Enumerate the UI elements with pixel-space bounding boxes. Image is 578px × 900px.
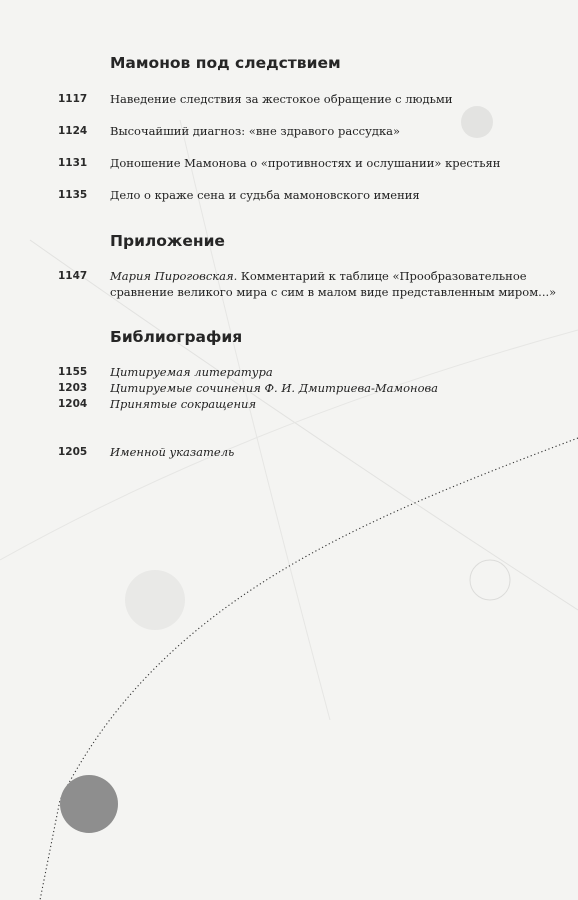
faint-disc: [125, 570, 185, 630]
entry-title-line2: сравнение великого мира с сим в малом виде представленным миром...»: [110, 285, 557, 299]
page-number: 1205: [58, 446, 88, 458]
entry-title-line1: Комментарий к таблице «Прообразовательное: [237, 269, 527, 283]
entry-title: [110, 268, 555, 300]
dotted-orbit: [40, 438, 578, 900]
faint-orbit-line: [180, 120, 330, 720]
faint-circle: [470, 560, 510, 600]
entry-title: Цитируемая литература: [110, 365, 273, 379]
entry-title: Цитируемые сочинения Ф. И. Дмитриева-Мамонова: [110, 381, 439, 395]
section-title: Мамонов под следствием: [110, 54, 341, 72]
page-number: 1117: [58, 93, 88, 105]
entry-title: Именной указатель: [110, 445, 235, 459]
entry-title: Высочайший диагноз: «вне здравого рассудка»: [110, 124, 401, 138]
page-number: 1131: [58, 157, 88, 169]
page-number: 1204: [58, 398, 88, 410]
entry-title: Наведение следствия за жестокое обращение с людьми: [110, 92, 453, 106]
entry-author: Мария Пироговская.: [110, 269, 238, 283]
page-number: 1147: [58, 270, 88, 282]
grey-disc: [60, 775, 118, 833]
entry-title: Дело о краже сена и судьба мамоновского имения: [110, 188, 420, 202]
page-number: 1124: [58, 125, 88, 137]
entry-title: Принятые сокращения: [110, 397, 257, 411]
page-number: 1155: [58, 366, 88, 378]
page-number: 1203: [58, 382, 88, 394]
section-title: Приложение: [110, 232, 225, 250]
entry-title: Доношение Мамонова о «противностях и ослушании» крестьян: [110, 156, 501, 170]
page-number: 1135: [58, 189, 88, 201]
section-title: Библиография: [110, 328, 243, 346]
